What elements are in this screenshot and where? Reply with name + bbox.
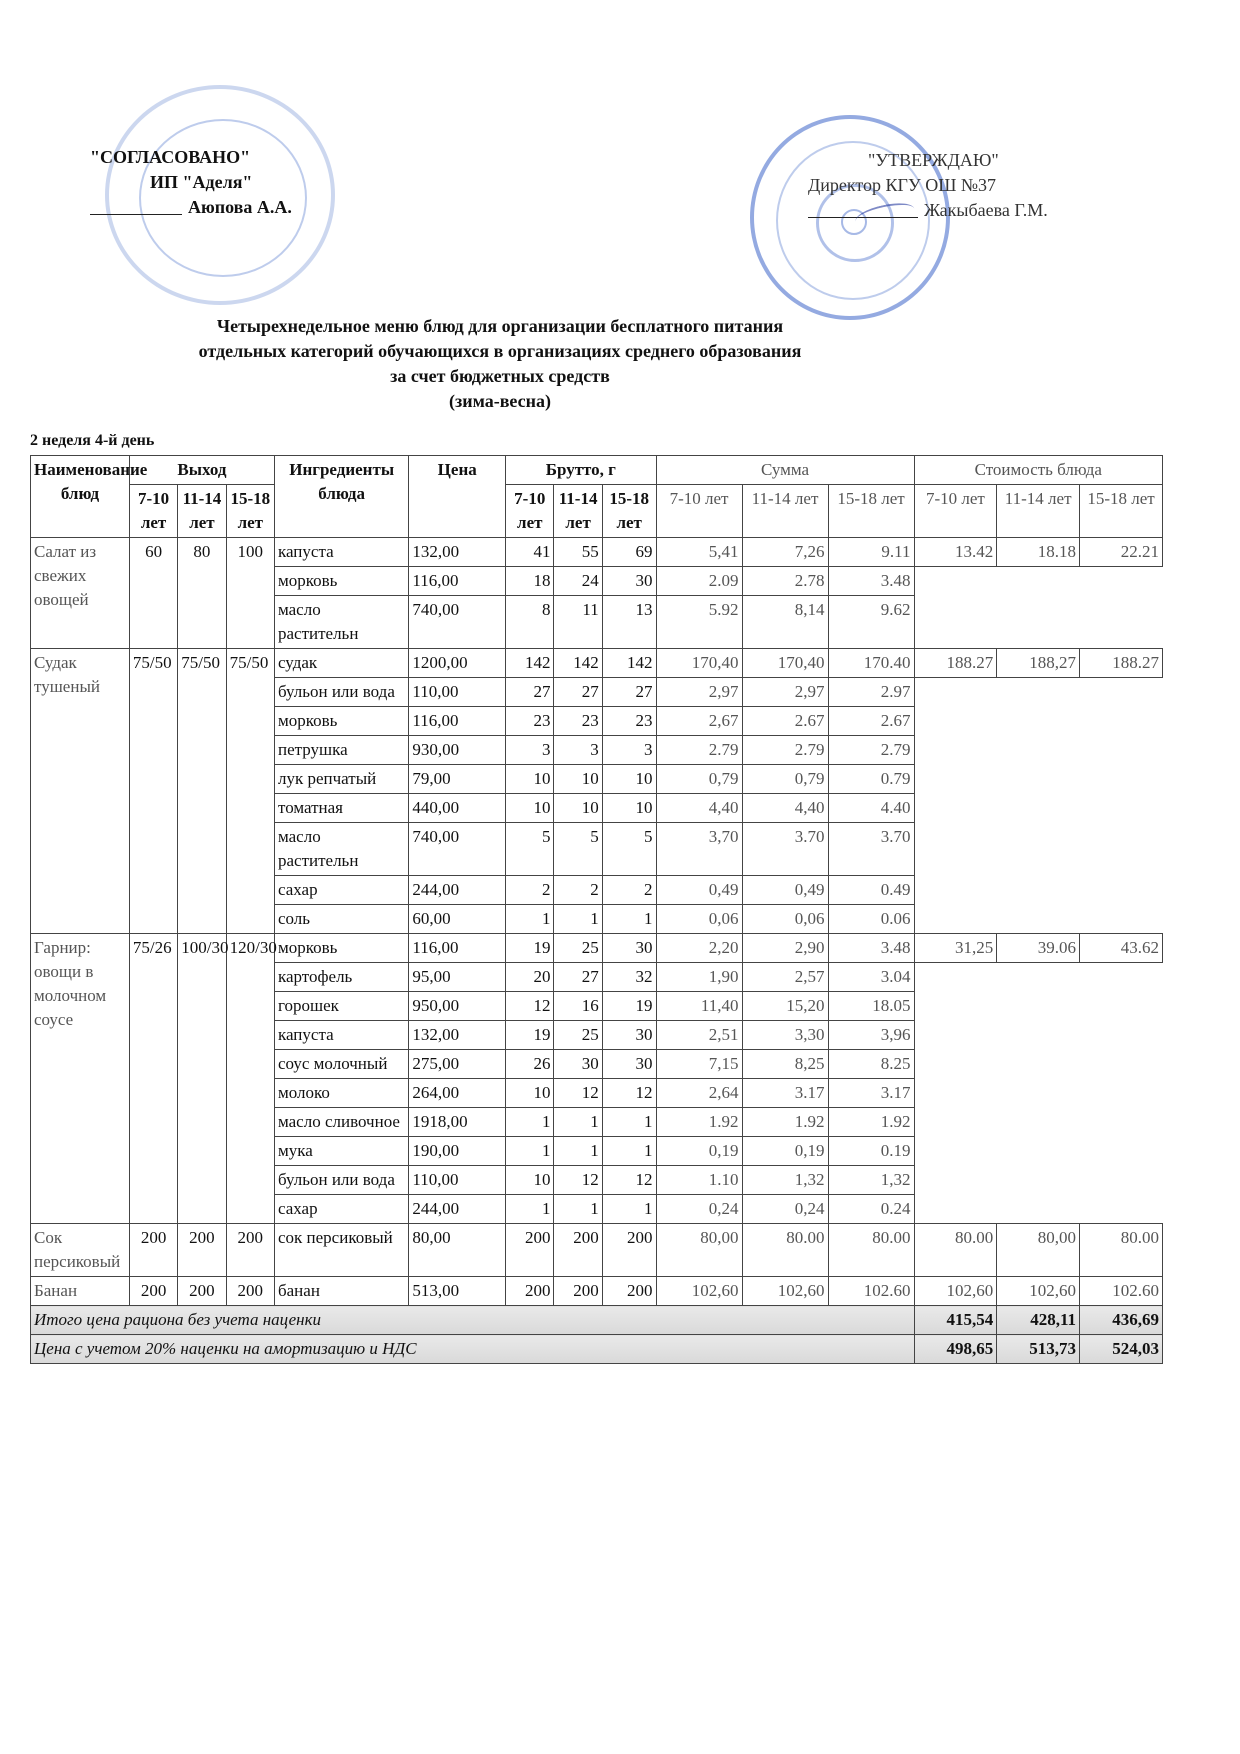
ingredient-sum: 0,49 bbox=[742, 876, 828, 905]
ingredient-sum: 80.00 bbox=[828, 1224, 914, 1277]
dish-name: Судак тушеный bbox=[31, 649, 130, 934]
ingredient-sum: 3.17 bbox=[828, 1079, 914, 1108]
ingredient-price: 244,00 bbox=[409, 1195, 506, 1224]
dish-name: Гарнир: овощи в молочном соусе bbox=[31, 934, 130, 1224]
ingredient-sum: 1.92 bbox=[828, 1108, 914, 1137]
ingredient-sum: 3.04 bbox=[828, 963, 914, 992]
ingredient-gross: 200 bbox=[554, 1224, 602, 1277]
approved-person: Жакыбаева Г.М. bbox=[924, 200, 1048, 220]
ingredient-sum: 0,19 bbox=[656, 1137, 742, 1166]
ingredient-price: 740,00 bbox=[409, 823, 506, 876]
header-gross-7-10: 7-10 лет bbox=[506, 485, 554, 538]
ingredient-sum: 2,97 bbox=[656, 678, 742, 707]
dish-yield: 200 bbox=[178, 1277, 226, 1306]
ingredient-gross: 11 bbox=[554, 596, 602, 649]
ingredient-gross: 10 bbox=[554, 765, 602, 794]
ingredient-sum: 170,40 bbox=[742, 649, 828, 678]
ingredient-sum: 15,20 bbox=[742, 992, 828, 1021]
ingredient-gross: 30 bbox=[602, 1050, 656, 1079]
ingredient-sum: 8,25 bbox=[742, 1050, 828, 1079]
dish-yield: 100/30 bbox=[178, 934, 226, 1224]
ingredient-gross: 200 bbox=[506, 1224, 554, 1277]
ingredient-sum: 2,51 bbox=[656, 1021, 742, 1050]
ingredient-sum: 1.10 bbox=[656, 1166, 742, 1195]
header-cost-15-18: 15-18 лет bbox=[1080, 485, 1163, 538]
header-cost: Стоимость блюда bbox=[914, 456, 1162, 485]
ingredient-gross: 5 bbox=[506, 823, 554, 876]
ingredient-name: лук репчатый bbox=[274, 765, 408, 794]
ingredient-name: бульон или вода bbox=[274, 1166, 408, 1195]
ingredient-price: 79,00 bbox=[409, 765, 506, 794]
ingredient-gross: 142 bbox=[602, 649, 656, 678]
title-line-3: за счет бюджетных средств bbox=[390, 366, 610, 386]
ingredient-gross: 12 bbox=[554, 1166, 602, 1195]
ingredient-name: горошек bbox=[274, 992, 408, 1021]
ingredient-gross: 19 bbox=[506, 934, 554, 963]
ingredient-gross: 10 bbox=[506, 1079, 554, 1108]
ingredient-name: петрушка bbox=[274, 736, 408, 765]
dish-cost: 13.42 bbox=[914, 538, 997, 567]
ingredient-sum: 8.25 bbox=[828, 1050, 914, 1079]
table-row bbox=[31, 538, 1163, 567]
ingredient-gross: 8 bbox=[506, 596, 554, 649]
ingredient-sum: 102.60 bbox=[828, 1277, 914, 1306]
ingredient-sum: 2.67 bbox=[828, 707, 914, 736]
ingredient-gross: 1 bbox=[506, 1137, 554, 1166]
dish-cost: 188.27 bbox=[1080, 649, 1163, 678]
ingredient-gross: 20 bbox=[506, 963, 554, 992]
ingredient-name: молоко bbox=[274, 1079, 408, 1108]
ingredient-name: соль bbox=[274, 905, 408, 934]
ingredient-gross: 16 bbox=[554, 992, 602, 1021]
ingredient-sum: 170.40 bbox=[828, 649, 914, 678]
empty-cost-area bbox=[914, 678, 1162, 934]
ingredient-sum: 11,40 bbox=[656, 992, 742, 1021]
ingredient-name: морковь bbox=[274, 934, 408, 963]
total-value: 436,69 bbox=[1080, 1306, 1163, 1335]
ingredient-sum: 0.24 bbox=[828, 1195, 914, 1224]
approved-label: "УТВЕРЖДАЮ" bbox=[868, 150, 999, 170]
ingredient-gross: 142 bbox=[554, 649, 602, 678]
ingredient-price: 264,00 bbox=[409, 1079, 506, 1108]
ingredient-sum: 4.40 bbox=[828, 794, 914, 823]
day-label: 2 неделя 4-й день bbox=[30, 432, 155, 449]
ingredient-gross: 12 bbox=[602, 1079, 656, 1108]
dish-yield: 75/50 bbox=[129, 649, 177, 934]
ingredient-sum: 5,41 bbox=[656, 538, 742, 567]
ingredient-name: капуста bbox=[274, 1021, 408, 1050]
table-row bbox=[31, 934, 1163, 963]
ingredient-sum: 18.05 bbox=[828, 992, 914, 1021]
ingredient-name: морковь bbox=[274, 567, 408, 596]
ingredient-sum: 0,24 bbox=[656, 1195, 742, 1224]
ingredient-name: томатная bbox=[274, 794, 408, 823]
ingredient-sum: 80,00 bbox=[656, 1224, 742, 1277]
ingredient-price: 116,00 bbox=[409, 707, 506, 736]
ingredient-name: капуста bbox=[274, 538, 408, 567]
dish-yield: 200 bbox=[178, 1224, 226, 1277]
ingredient-name: сахар bbox=[274, 1195, 408, 1224]
ingredient-sum: 2.79 bbox=[656, 736, 742, 765]
dish-cost: 18.18 bbox=[997, 538, 1080, 567]
ingredient-gross: 23 bbox=[602, 707, 656, 736]
ingredient-gross: 1 bbox=[602, 905, 656, 934]
ingredient-price: 275,00 bbox=[409, 1050, 506, 1079]
dish-cost: 188,27 bbox=[997, 649, 1080, 678]
dish-cost: 80.00 bbox=[1080, 1224, 1163, 1277]
ingredient-sum: 4,40 bbox=[742, 794, 828, 823]
ingredient-price: 80,00 bbox=[409, 1224, 506, 1277]
header-sum-15-18: 15-18 лет bbox=[828, 485, 914, 538]
ingredient-price: 244,00 bbox=[409, 876, 506, 905]
ingredient-sum: 2.67 bbox=[742, 707, 828, 736]
dish-cost: 43.62 bbox=[1080, 934, 1163, 963]
agreed-org: ИП "Аделя" bbox=[150, 172, 253, 192]
ingredient-sum: 3,70 bbox=[656, 823, 742, 876]
ingredient-gross: 12 bbox=[506, 992, 554, 1021]
ingredient-sum: 0.79 bbox=[828, 765, 914, 794]
ingredient-gross: 1 bbox=[602, 1195, 656, 1224]
dish-cost: 102,60 bbox=[997, 1277, 1080, 1306]
ingredient-sum: 2,64 bbox=[656, 1079, 742, 1108]
ingredient-gross: 3 bbox=[506, 736, 554, 765]
ingredient-name: соус молочный bbox=[274, 1050, 408, 1079]
ingredient-gross: 41 bbox=[506, 538, 554, 567]
ingredient-sum: 0,06 bbox=[742, 905, 828, 934]
ingredient-sum: 7,15 bbox=[656, 1050, 742, 1079]
ingredient-gross: 1 bbox=[554, 1108, 602, 1137]
ingredient-sum: 4,40 bbox=[656, 794, 742, 823]
ingredient-gross: 18 bbox=[506, 567, 554, 596]
ingredient-sum: 2,97 bbox=[742, 678, 828, 707]
dish-yield: 120/30 bbox=[226, 934, 274, 1224]
ingredient-gross: 1 bbox=[602, 1108, 656, 1137]
ingredient-name: мука bbox=[274, 1137, 408, 1166]
ingredient-sum: 2.97 bbox=[828, 678, 914, 707]
ingredient-sum: 0,24 bbox=[742, 1195, 828, 1224]
dish-cost: 39.06 bbox=[997, 934, 1080, 963]
ingredient-name: масло растительн bbox=[274, 596, 408, 649]
ingredient-sum: 80.00 bbox=[742, 1224, 828, 1277]
dish-name: Салат из свежих овощей bbox=[31, 538, 130, 649]
ingredient-gross: 2 bbox=[506, 876, 554, 905]
total-value: 415,54 bbox=[914, 1306, 997, 1335]
ingredient-sum: 102,60 bbox=[656, 1277, 742, 1306]
ingredient-sum: 0.49 bbox=[828, 876, 914, 905]
menu-body bbox=[31, 538, 1163, 1364]
approved-position: Директор КГУ ОШ №37 bbox=[808, 175, 997, 195]
approved-block bbox=[808, 148, 1048, 223]
ingredient-gross: 10 bbox=[506, 794, 554, 823]
ingredient-gross: 3 bbox=[554, 736, 602, 765]
ingredient-sum: 8,14 bbox=[742, 596, 828, 649]
ingredient-name: бульон или вода bbox=[274, 678, 408, 707]
ingredient-sum: 3.70 bbox=[742, 823, 828, 876]
ingredient-price: 1200,00 bbox=[409, 649, 506, 678]
header-sum-7-10: 7-10 лет bbox=[656, 485, 742, 538]
table-row bbox=[31, 1224, 1163, 1277]
ingredient-price: 190,00 bbox=[409, 1137, 506, 1166]
header-gross-15-18: 15-18 лет bbox=[602, 485, 656, 538]
ingredient-name: сахар bbox=[274, 876, 408, 905]
ingredient-gross: 19 bbox=[602, 992, 656, 1021]
ingredient-sum: 7,26 bbox=[742, 538, 828, 567]
dish-cost: 80.00 bbox=[914, 1224, 997, 1277]
total-row bbox=[31, 1306, 1163, 1335]
ingredient-gross: 12 bbox=[602, 1166, 656, 1195]
ingredient-gross: 19 bbox=[506, 1021, 554, 1050]
header-ingredients: Ингредиенты блюда bbox=[274, 456, 408, 538]
ingredient-gross: 2 bbox=[602, 876, 656, 905]
agreed-person: Аюпова А.А. bbox=[188, 197, 292, 217]
title-line-2: отдельных категорий обучающихся в организациях среднего образования bbox=[198, 341, 802, 361]
total-label: Цена с учетом 20% наценки на амортизацию и НДС bbox=[31, 1335, 915, 1364]
ingredient-sum: 0,49 bbox=[656, 876, 742, 905]
ingredient-sum: 3.17 bbox=[742, 1079, 828, 1108]
ingredient-sum: 2,90 bbox=[742, 934, 828, 963]
header-gross: Брутто, г bbox=[506, 456, 656, 485]
header-cost-7-10: 7-10 лет bbox=[914, 485, 997, 538]
ingredient-gross: 1 bbox=[554, 905, 602, 934]
header-price: Цена bbox=[409, 456, 506, 538]
menu-table bbox=[30, 455, 1163, 1364]
ingredient-gross: 12 bbox=[554, 1079, 602, 1108]
ingredient-gross: 200 bbox=[602, 1277, 656, 1306]
ingredient-price: 440,00 bbox=[409, 794, 506, 823]
header-sum: Сумма bbox=[656, 456, 914, 485]
ingredient-gross: 10 bbox=[506, 1166, 554, 1195]
header-gross-11-14: 11-14 лет bbox=[554, 485, 602, 538]
ingredient-gross: 26 bbox=[506, 1050, 554, 1079]
ingredient-price: 132,00 bbox=[409, 538, 506, 567]
document-title bbox=[80, 314, 920, 414]
dish-cost: 22.21 bbox=[1080, 538, 1163, 567]
ingredient-name: сок персиковый bbox=[274, 1224, 408, 1277]
ingredient-gross: 25 bbox=[554, 934, 602, 963]
ingredient-sum: 0,19 bbox=[742, 1137, 828, 1166]
ingredient-gross: 55 bbox=[554, 538, 602, 567]
ingredient-price: 950,00 bbox=[409, 992, 506, 1021]
ingredient-sum: 2.79 bbox=[828, 736, 914, 765]
ingredient-gross: 10 bbox=[554, 794, 602, 823]
approved-signature bbox=[808, 198, 1048, 223]
title-line-1: Четырехнедельное меню блюд для организации бесплатного питания bbox=[216, 316, 784, 336]
ingredient-price: 930,00 bbox=[409, 736, 506, 765]
ingredient-sum: 2,57 bbox=[742, 963, 828, 992]
ingredient-name: судак bbox=[274, 649, 408, 678]
ingredient-sum: 3,30 bbox=[742, 1021, 828, 1050]
ingredient-price: 116,00 bbox=[409, 567, 506, 596]
dish-yield: 200 bbox=[129, 1224, 177, 1277]
ingredient-sum: 1,90 bbox=[656, 963, 742, 992]
ingredient-price: 1918,00 bbox=[409, 1108, 506, 1137]
dish-cost: 102,60 bbox=[914, 1277, 997, 1306]
ingredient-sum: 0,79 bbox=[656, 765, 742, 794]
dish-yield: 200 bbox=[129, 1277, 177, 1306]
ingredient-gross: 10 bbox=[602, 765, 656, 794]
dish-yield: 200 bbox=[226, 1224, 274, 1277]
ingredient-sum: 3.70 bbox=[828, 823, 914, 876]
ingredient-gross: 10 bbox=[506, 765, 554, 794]
ingredient-gross: 30 bbox=[602, 1021, 656, 1050]
ingredient-gross: 30 bbox=[602, 567, 656, 596]
ingredient-gross: 30 bbox=[554, 1050, 602, 1079]
ingredient-gross: 200 bbox=[602, 1224, 656, 1277]
total-value: 524,03 bbox=[1080, 1335, 1163, 1364]
ingredient-sum: 0.06 bbox=[828, 905, 914, 934]
dish-cost: 102.60 bbox=[1080, 1277, 1163, 1306]
ingredient-gross: 1 bbox=[506, 1195, 554, 1224]
ingredient-name: масло сливочное bbox=[274, 1108, 408, 1137]
dish-yield: 200 bbox=[226, 1277, 274, 1306]
ingredient-sum: 2,20 bbox=[656, 934, 742, 963]
ingredient-gross: 1 bbox=[554, 1195, 602, 1224]
ingredient-sum: 0,79 bbox=[742, 765, 828, 794]
ingredient-sum: 1,32 bbox=[742, 1166, 828, 1195]
ingredient-sum: 102,60 bbox=[742, 1277, 828, 1306]
ingredient-gross: 200 bbox=[506, 1277, 554, 1306]
dish-yield: 75/50 bbox=[178, 649, 226, 934]
table-row bbox=[31, 649, 1163, 678]
header-cost-11-14: 11-14 лет bbox=[997, 485, 1080, 538]
ingredient-sum: 2.79 bbox=[742, 736, 828, 765]
dish-yield: 75/50 bbox=[226, 649, 274, 934]
ingredient-gross: 1 bbox=[554, 1137, 602, 1166]
ingredient-sum: 1.92 bbox=[742, 1108, 828, 1137]
header-yield-7-10: 7-10 лет bbox=[129, 485, 177, 538]
ingredient-price: 60,00 bbox=[409, 905, 506, 934]
ingredient-sum: 2.78 bbox=[742, 567, 828, 596]
ingredient-name: морковь bbox=[274, 707, 408, 736]
header-yield: Выход bbox=[129, 456, 274, 485]
ingredient-sum: 9.62 bbox=[828, 596, 914, 649]
ingredient-sum: 2,67 bbox=[656, 707, 742, 736]
title-line-4: (зима-весна) bbox=[448, 391, 551, 411]
agreed-label: "СОГЛАСОВАНО" bbox=[90, 147, 251, 167]
total-row bbox=[31, 1335, 1163, 1364]
ingredient-gross: 27 bbox=[554, 963, 602, 992]
agreed-block bbox=[90, 145, 292, 220]
ingredient-gross: 69 bbox=[602, 538, 656, 567]
header-dish-name: Наименование блюд bbox=[31, 456, 130, 538]
ingredient-gross: 23 bbox=[554, 707, 602, 736]
header-yield-11-14: 11-14 лет bbox=[178, 485, 226, 538]
total-value: 428,11 bbox=[997, 1306, 1080, 1335]
ingredient-price: 110,00 bbox=[409, 678, 506, 707]
ingredient-sum: 1.92 bbox=[656, 1108, 742, 1137]
total-value: 498,65 bbox=[914, 1335, 997, 1364]
dish-cost: 80,00 bbox=[997, 1224, 1080, 1277]
ingredient-gross: 2 bbox=[554, 876, 602, 905]
ingredient-price: 740,00 bbox=[409, 596, 506, 649]
table-row bbox=[31, 1277, 1163, 1306]
ingredient-name: банан bbox=[274, 1277, 408, 1306]
dish-name: Банан bbox=[31, 1277, 130, 1306]
ingredient-sum: 3,96 bbox=[828, 1021, 914, 1050]
agreed-signature bbox=[90, 195, 292, 220]
ingredient-sum: 170,40 bbox=[656, 649, 742, 678]
ingredient-gross: 5 bbox=[602, 823, 656, 876]
ingredient-gross: 3 bbox=[602, 736, 656, 765]
ingredient-gross: 32 bbox=[602, 963, 656, 992]
dish-cost: 31,25 bbox=[914, 934, 997, 963]
ingredient-gross: 24 bbox=[554, 567, 602, 596]
total-label: Итого цена рациона без учета наценки bbox=[31, 1306, 915, 1335]
header-yield-15-18: 15-18 лет bbox=[226, 485, 274, 538]
dish-cost: 188.27 bbox=[914, 649, 997, 678]
ingredient-sum: 5.92 bbox=[656, 596, 742, 649]
ingredient-sum: 3.48 bbox=[828, 934, 914, 963]
ingredient-price: 116,00 bbox=[409, 934, 506, 963]
ingredient-gross: 23 bbox=[506, 707, 554, 736]
ingredient-price: 513,00 bbox=[409, 1277, 506, 1306]
ingredient-gross: 27 bbox=[506, 678, 554, 707]
ingredient-name: картофель bbox=[274, 963, 408, 992]
ingredient-price: 95,00 bbox=[409, 963, 506, 992]
ingredient-sum: 0,06 bbox=[656, 905, 742, 934]
ingredient-gross: 10 bbox=[602, 794, 656, 823]
ingredient-name: масло растительн bbox=[274, 823, 408, 876]
header-sum-11-14: 11-14 лет bbox=[742, 485, 828, 538]
ingredient-gross: 5 bbox=[554, 823, 602, 876]
ingredient-gross: 1 bbox=[506, 1108, 554, 1137]
ingredient-gross: 200 bbox=[554, 1277, 602, 1306]
dish-yield: 60 bbox=[129, 538, 177, 649]
ingredient-gross: 27 bbox=[554, 678, 602, 707]
ingredient-price: 110,00 bbox=[409, 1166, 506, 1195]
ingredient-sum: 9.11 bbox=[828, 538, 914, 567]
empty-cost-area bbox=[914, 963, 1162, 1224]
ingredient-gross: 1 bbox=[602, 1137, 656, 1166]
ingredient-gross: 13 bbox=[602, 596, 656, 649]
ingredient-sum: 0.19 bbox=[828, 1137, 914, 1166]
ingredient-price: 132,00 bbox=[409, 1021, 506, 1050]
ingredient-gross: 1 bbox=[506, 905, 554, 934]
ingredient-gross: 142 bbox=[506, 649, 554, 678]
ingredient-gross: 25 bbox=[554, 1021, 602, 1050]
signature-line bbox=[90, 214, 182, 215]
dish-yield: 80 bbox=[178, 538, 226, 649]
dish-yield: 75/26 bbox=[129, 934, 177, 1224]
ingredient-sum: 2.09 bbox=[656, 567, 742, 596]
ingredient-gross: 27 bbox=[602, 678, 656, 707]
ingredient-sum: 1,32 bbox=[828, 1166, 914, 1195]
total-value: 513,73 bbox=[997, 1335, 1080, 1364]
dish-yield: 100 bbox=[226, 538, 274, 649]
empty-cost-area bbox=[914, 567, 1162, 649]
ingredient-gross: 30 bbox=[602, 934, 656, 963]
dish-name: Сок персиковый bbox=[31, 1224, 130, 1277]
ingredient-sum: 3.48 bbox=[828, 567, 914, 596]
